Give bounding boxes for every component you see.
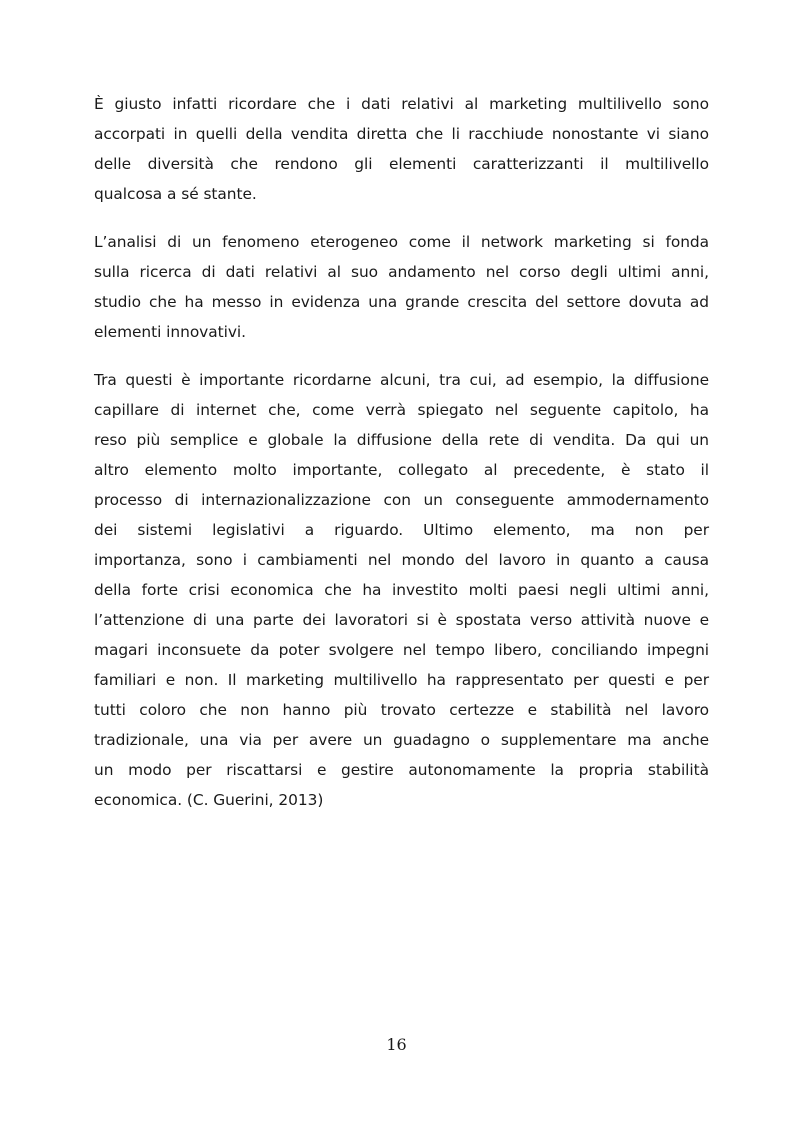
body-text — [94, 89, 709, 833]
text-line: tutti coloro che non hanno più trovato certezze e stabilità nel lavoro — [94, 701, 709, 719]
text-line: studio che ha messo in evidenza una grande crescita del settore dovuta ad — [94, 293, 709, 311]
text-line: magari inconsuete da poter svolgere nel tempo libero, conciliando impegni — [94, 641, 709, 659]
text-line: dei sistemi legislativi a riguardo. Ultimo elemento, ma non per — [94, 521, 709, 539]
text-line: della forte crisi economica che ha investito molti paesi negli ultimi anni, — [94, 581, 709, 599]
text-line: elementi innovativi. — [94, 323, 246, 341]
text-line: tradizionale, una via per avere un guadagno o supplementare ma anche — [94, 731, 709, 749]
text-line: Tra questi è importante ricordarne alcuni, tra cui, ad esempio, la diffusione — [94, 371, 709, 389]
text-line: altro elemento molto importante, collegato al precedente, è stato il — [94, 461, 709, 479]
text-line: sulla ricerca di dati relativi al suo andamento nel corso degli ultimi anni, — [94, 263, 709, 281]
paragraph-2 — [94, 227, 709, 347]
text-line: È giusto infatti ricordare che i dati relativi al marketing multilivello sono — [94, 95, 709, 113]
text-line: L’analisi di un fenomeno eterogeneo come il network marketing si fonda — [94, 233, 709, 251]
page-number: 16 — [386, 1035, 407, 1054]
text-line: un modo per riscattarsi e gestire autonomamente la propria stabilità — [94, 761, 709, 779]
text-line: reso più semplice e globale la diffusione della rete di vendita. Da qui un — [94, 431, 709, 449]
text-line: familiari e non. Il marketing multilivello ha rappresentato per questi e per — [94, 671, 709, 689]
text-line: l’attenzione di una parte dei lavoratori si è spostata verso attività nuove e — [94, 611, 709, 629]
text-line: capillare di internet che, come verrà spiegato nel seguente capitolo, ha — [94, 401, 709, 419]
text-line: economica. (C. Guerini, 2013) — [94, 791, 324, 809]
text-line: delle diversità che rendono gli elementi caratterizzanti il multilivello — [94, 155, 709, 173]
text-line: accorpati in quelli della vendita diretta che li racchiude nonostante vi siano — [94, 125, 709, 143]
paragraph-1 — [94, 89, 709, 209]
text-line: processo di internazionalizzazione con un conseguente ammodernamento — [94, 491, 709, 509]
text-line: qualcosa a sé stante. — [94, 185, 257, 203]
paragraph-3 — [94, 365, 709, 815]
text-line: importanza, sono i cambiamenti nel mondo del lavoro in quanto a causa — [94, 551, 709, 569]
